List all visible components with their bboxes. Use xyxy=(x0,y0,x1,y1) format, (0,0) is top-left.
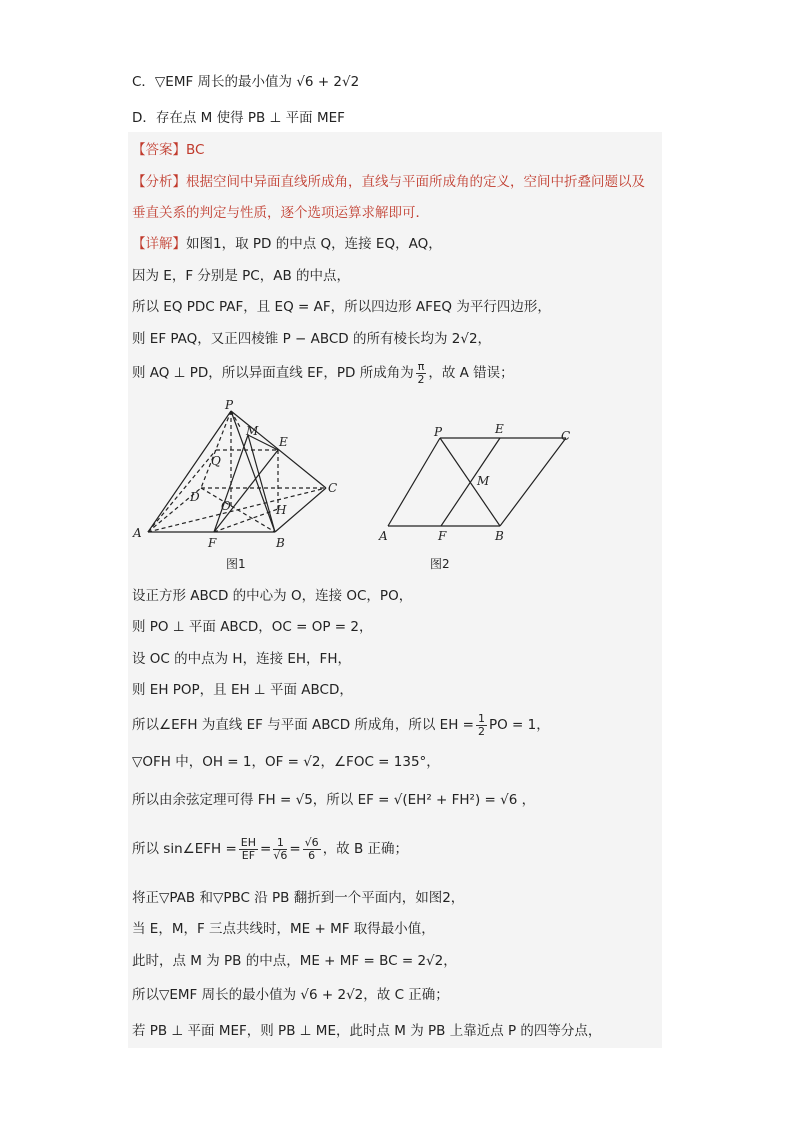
label-A: A xyxy=(133,526,142,540)
fraction-den: 2 xyxy=(477,724,485,738)
detail-line-3: 所以 EQ PDC PAF，且 EQ = AF，所以四边形 AFEQ 为平行四边形， xyxy=(132,299,551,315)
answer-line xyxy=(132,140,204,160)
answer-label: 【答案】 xyxy=(132,142,186,158)
detail-text-13a: 所以 sin∠EFH = xyxy=(132,841,237,857)
analysis-text-2: 垂直关系的判定与性质，逐个选项运算求解即可． xyxy=(132,205,429,221)
detail-line-15: 当 E，M，F 三点共线时，ME + MF 取得最小值， xyxy=(132,921,435,937)
fraction-num: 1 xyxy=(477,711,485,725)
label-O: O xyxy=(221,499,231,513)
figure-1-pyramid xyxy=(148,411,326,532)
label-P: P xyxy=(225,398,234,412)
label-Q: Q xyxy=(211,454,221,468)
label-F2: F xyxy=(438,529,447,543)
detail-line-7: 则 PO ⊥ 平面 ABCD，OC = OP = 2， xyxy=(132,619,373,635)
fraction-eh-ef xyxy=(239,837,258,862)
detail-text-1: 如图1，取 PD 的中点 Q，连接 EQ，AQ， xyxy=(186,236,442,252)
fraction-num: π xyxy=(417,359,425,373)
label-M2: M xyxy=(477,474,490,488)
detail-line-17: 所以▽EMF 周长的最小值为 √6 + 2√2，故 C 正确； xyxy=(132,987,449,1003)
label-E: E xyxy=(279,435,288,449)
equals-2: = xyxy=(289,841,301,857)
detail-text-5a: 则 AQ ⊥ PD，所以异面直线 EF，PD 所成角为 xyxy=(132,365,414,381)
analysis-label: 【分析】 xyxy=(132,174,186,190)
answer-value: BC xyxy=(186,142,205,158)
fraction-num: √6 xyxy=(304,835,319,849)
label-E2: E xyxy=(495,422,504,436)
fraction-num: EH xyxy=(240,835,257,849)
fraction-one-half xyxy=(476,713,487,738)
label-B2: B xyxy=(495,529,504,543)
detail-text-10a: 所以∠EFH 为直线 EF 与平面 ABCD 所成角，所以 EH = xyxy=(132,717,474,733)
detail-label: 【详解】 xyxy=(132,236,186,252)
label-P2: P xyxy=(434,425,443,439)
fraction-sqrt6-6 xyxy=(303,837,321,862)
figure-1-labels xyxy=(132,398,337,571)
fraction-den: 6 xyxy=(308,848,316,862)
label-C2: C xyxy=(561,429,571,443)
label-F: F xyxy=(208,536,217,550)
fraction-pi-over-2 xyxy=(416,361,427,386)
figure-2-caption: 图2 xyxy=(430,557,450,571)
detail-line-11: ▽OFH 中，OH = 1，OF = √2，∠FOC = 135°， xyxy=(132,754,440,770)
analysis-line-1 xyxy=(132,172,645,192)
detail-line-13 xyxy=(132,832,408,866)
detail-line-4: 则 EF PAQ，又正四棱锥 P − ABCD 的所有棱长均为 2√2， xyxy=(132,331,492,347)
fraction-den: √6 xyxy=(273,848,288,862)
equals-1: = xyxy=(260,841,272,857)
detail-line-2: 因为 E，F 分别是 PC，AB 的中点， xyxy=(132,268,351,284)
label-C: C xyxy=(328,481,338,495)
detail-line-16: 此时，点 M 为 PB 的中点，ME + MF = BC = 2√2， xyxy=(132,953,457,969)
detail-line-5 xyxy=(132,358,514,388)
detail-line-9: 则 EH POP，且 EH ⊥ 平面 ABCD， xyxy=(132,682,353,698)
detail-line-8: 设 OC 的中点为 H，连接 EH，FH， xyxy=(132,651,351,667)
detail-line-14: 将正▽PAB 和▽PBC 沿 PB 翻折到一个平面内，如图2， xyxy=(132,890,465,906)
detail-text-10b: PO = 1， xyxy=(488,717,550,733)
option-d: D．存在点 M 使得 PB ⊥ 平面 MEF xyxy=(132,110,345,126)
fraction-den: 2 xyxy=(417,372,425,386)
detail-line-18: 若 PB ⊥ 平面 MEF，则 PB ⊥ ME，此时点 M 为 PB 上靠近点 P 的四等分点， xyxy=(132,1023,602,1039)
detail-line-12: 所以由余弦定理可得 FH = √5，所以 EF = √(EH² + FH²) = √6 ， xyxy=(132,792,536,808)
label-D: D xyxy=(190,490,200,504)
figure-2-labels xyxy=(378,422,570,571)
fraction-num: 1 xyxy=(273,837,287,850)
fraction-den: EF xyxy=(241,848,256,862)
detail-line-1 xyxy=(132,234,442,254)
label-M: M xyxy=(246,424,259,438)
fraction-one-sqrt6 xyxy=(273,837,287,862)
detail-line-6: 设正方形 ABCD 的中心为 O，连接 OC，PO， xyxy=(132,588,413,604)
label-A2: A xyxy=(379,529,388,543)
analysis-text-1: 根据空间中异面直线所成角，直线与平面所成角的定义，空间中折叠问题以及 xyxy=(186,174,645,190)
detail-text-13b: ，故 B 正确； xyxy=(322,841,409,857)
option-c: C．▽EMF 周长的最小值为 √6 + 2√2 xyxy=(132,74,360,90)
detail-text-5b: ，故 A 错误； xyxy=(428,365,514,381)
figure-1-caption: 图1 xyxy=(226,557,246,571)
geometry-figures xyxy=(128,395,662,580)
label-B: B xyxy=(276,536,285,550)
label-H: H xyxy=(276,503,287,517)
detail-line-10 xyxy=(132,710,550,740)
